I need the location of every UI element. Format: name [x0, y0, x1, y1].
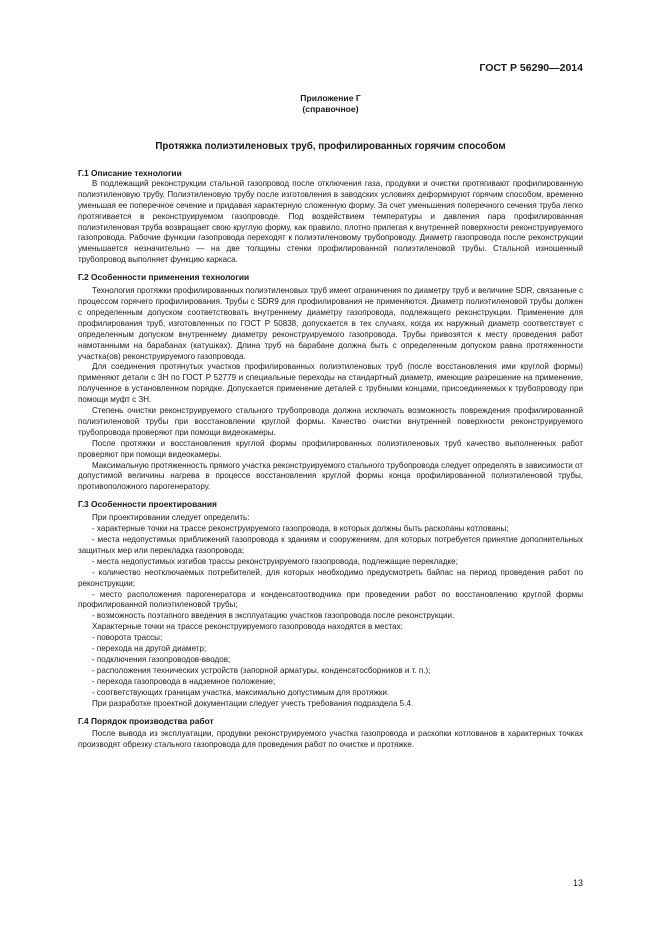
- list-item: - места недопустимых приближений газопровода к зданиям и сооружениям, для которых потребуется принятие дополнительных защитных мер или перекладка газопровода;: [78, 535, 583, 555]
- paragraph: После вывода из эксплуатации, продувки реконструируемого участка газопровода и раскопки котлованов в характерных точках производят обрезку стального газопровода для проведения работ по очистке и протяжке.: [78, 729, 583, 750]
- list-item: - соответствующих границам участка, максимально допустимым для протяжки.: [92, 687, 390, 697]
- paragraph: Максимальную протяженность прямого участка реконструируемого стального трубопровода следует определять в зависимости от допустимой величины нагрева в процессе восстановления круглой формы конца профилированной полиэтиленовой трубы, противоположного парогенератору.: [78, 460, 583, 492]
- paragraph: При проектировании следует определить:: [92, 513, 250, 523]
- standard-number: ГОСТ Р 56290—2014: [479, 62, 583, 74]
- list-item: - расположения технических устройств (запорной арматуры, конденсатосборников и т. п.);: [92, 665, 431, 675]
- list-item: - перехода газопровода в надземное положение;: [92, 676, 276, 686]
- list-item: - поворота трассы;: [92, 633, 163, 643]
- section-heading-g3: Г.3 Особенности проектирования: [78, 499, 217, 510]
- section-heading-g2: Г.2 Особенности применения технологии: [78, 272, 250, 283]
- document-title: Протяжка полиэтиленовых труб, профилированных горячим способом: [155, 141, 506, 152]
- annex-note: (справочное): [302, 104, 359, 114]
- paragraph: Характерные точки на трассе реконструируемого газопровода находятся в местах:: [92, 622, 403, 632]
- list-item: - возможность поэтапного введения в эксплуатацию участков газопровода после реконструкции.: [92, 611, 455, 621]
- paragraph: При разработке проектной документации следует учесть требования подраздела 5.4.: [92, 698, 414, 708]
- list-item: - место расположения парогенератора и конденсатоотводчика при проведении работ по восстановлению круглой формы профилированной полиэтиленовой трубы;: [78, 589, 583, 610]
- paragraph: Степень очистки реконструируемого стального трубопровода должна исключать возможность повреждения профилированной полиэтиленовой трубы при восстановлении круглой формы. Качество очистки внутренней поверхности реконструируемого трубопровода проверяют при помощи видеокамеры.: [78, 406, 583, 437]
- annex-title: Приложение Г: [300, 93, 361, 103]
- paragraph: Технология протяжки профилированных полиэтиленовых труб имеет ограничения по диаметру труб и величине SDR, связанные с процессом горячего профилирования. Трубы с SDR9 для профилирования не применяются. Диаметр полиэтиленовой трубы должен с определенным допуском соответствовать внутреннему диаметру газопровода, подлежащего реконструкции. Применение для профилирования труб, изготовленных по ГОСТ Р 50838, допускается в тех случаях, когда их наружный диаметр соответствует с определенным допуском внутреннему диаметру реконструируемого газопровода. Трубы привозятся к месту проведения работ намотанными на барабанах (катушках). Длина труб на барабане должна быть с определенным допуском равна протяженности участка(ов) реконструируемого газопровода.: [78, 286, 583, 361]
- section-heading-g1: Г.1 Описание технологии: [78, 168, 182, 178]
- paragraph: Для соединения протянутых участков профилированных полиэтиленовых труб (после восстановления ими круглой формы) применяют детали с ЗН по ГОСТ Р 52779 и специальные переходы на стандартный диаметр, имеющие разрешение на применение, полученное в установленном порядке. Допускается применение деталей с трубными концами, присоединяемых к трубопроводу при помощи муфт с ЗН.: [78, 362, 583, 405]
- page-number: 13: [572, 878, 583, 888]
- list-item: - характерные точки на трассе реконструируемого газопровода, в которых должны быть раскопаны котлованы;: [92, 524, 509, 534]
- list-item: - перехода на другой диаметр;: [92, 644, 207, 654]
- paragraph: В подлежащий реконструкции стальной газопровод после отключения газа, продувки и очистки протягивают профилированную полиэтиленовую трубу. Полиэтиленовую трубу после изготовления в заводских условиях деформируют горячим способом, временно уменьшая ее поперечное сечение и придавая характерную сложенную форму. За счет уменьшения поперечного сечения труба легко протягивается в реконструируемом газопроводе. Под воздействием температуры и давления пара профилированная полиэтиленовая труба возвращает свою круглую форму, как правило, плотно прилегая к внутренней поверхности реконструируемого газопровода. Рабочие функции газопровода переходят к полиэтиленовому трубопроводу. Диаметр газопровода после реконструкции уменьшается незначительно — на две толщины стенки профилированной полиэтиленовой трубы. Стальной изношенный трубопровод выполняет функцию каркаса.: [78, 178, 583, 265]
- list-item: - места недопустимых изгибов трассы реконструируемого газопровода, подлежащие перекладке;: [92, 556, 458, 566]
- list-item: - количество неотключаемых потребителей, для которых необходимо предусмотреть байпас на период проведения работ по реконструкции;: [78, 567, 583, 588]
- paragraph: После протяжки и восстановления круглой формы профилированных полиэтиленовых труб качество выполненных работ проверяют при помощи видеокамеры.: [78, 438, 583, 459]
- section-heading-g4: Г.4 Порядок производства работ: [78, 715, 214, 726]
- document-body: [78, 168, 583, 751]
- list-item: - подключения газопроводов-вводов;: [92, 654, 231, 664]
